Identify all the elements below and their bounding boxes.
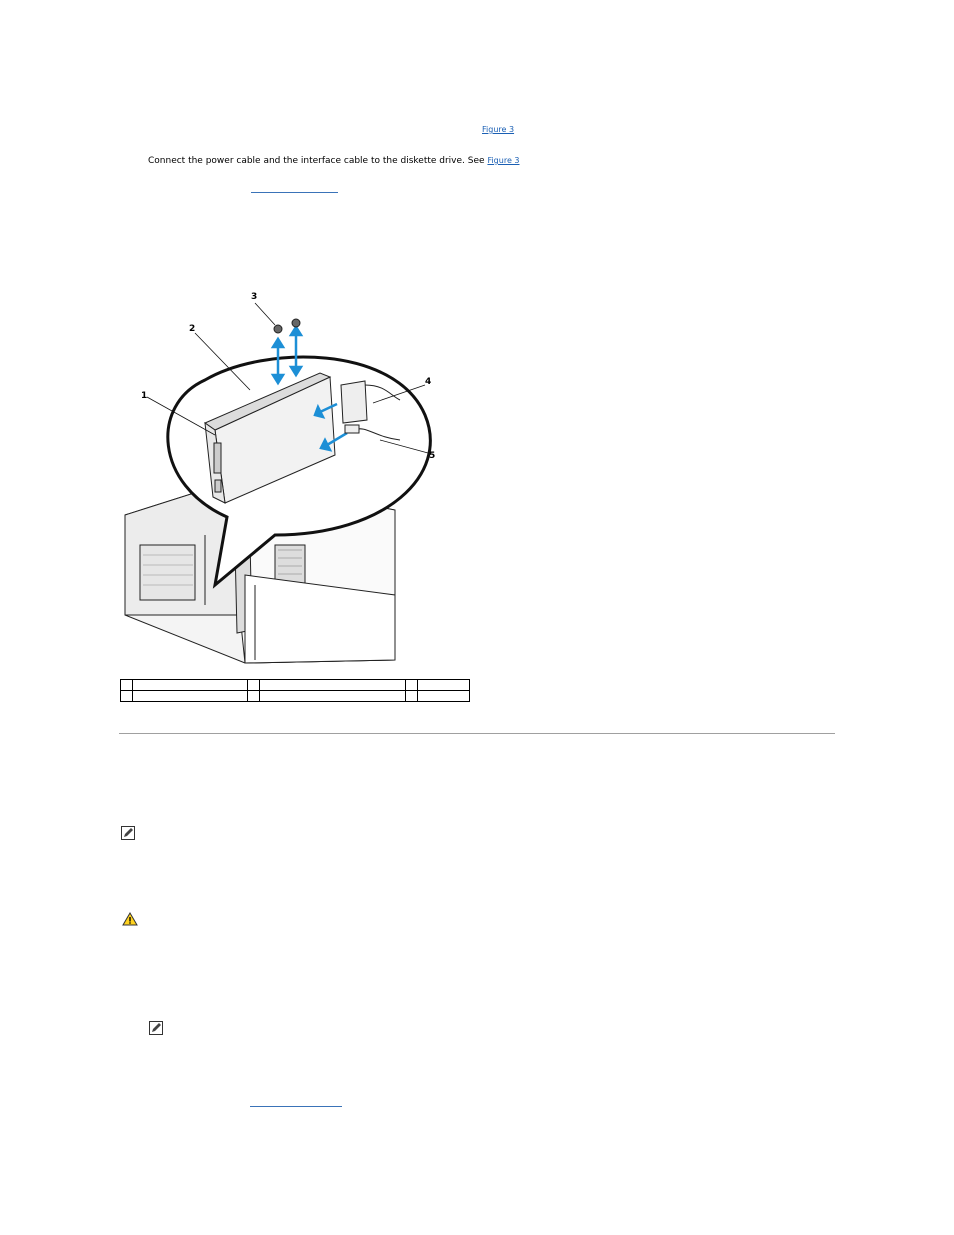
table-cell	[260, 691, 406, 702]
figure-3-link-step[interactable]: Figure 3	[487, 156, 520, 165]
illustration-svg	[115, 285, 455, 670]
table-row	[121, 680, 470, 691]
table-cell	[133, 691, 248, 702]
callout-label-4: 4	[425, 377, 432, 387]
table-cell	[260, 680, 406, 691]
callout-label-2: 2	[189, 324, 196, 334]
table-cell	[133, 680, 248, 691]
diskette-drive-illustration	[115, 285, 455, 670]
section-divider	[119, 733, 835, 734]
table-cell	[406, 691, 418, 702]
table-cell	[406, 680, 418, 691]
table-cell	[248, 680, 260, 691]
callout-label-1: 1	[141, 391, 148, 401]
callout-legend-table	[120, 679, 470, 702]
callout-label-3: 3	[251, 292, 258, 302]
table-cell	[418, 680, 470, 691]
pencil-note-icon	[121, 825, 135, 839]
callout-label-5: 5	[429, 451, 436, 461]
table-cell	[121, 691, 133, 702]
blank-link-top[interactable]	[251, 192, 338, 193]
figure-3-link-top[interactable]: Figure 3	[482, 125, 515, 134]
table-cell	[121, 680, 133, 691]
pencil-note-icon	[149, 1020, 163, 1034]
step-connect-cables	[148, 155, 520, 167]
warning-triangle-icon	[122, 911, 138, 925]
step-text: Connect the power cable and the interface cable to the diskette drive. See	[148, 156, 485, 166]
blank-link-bottom[interactable]	[250, 1106, 342, 1107]
table-cell	[248, 691, 260, 702]
table-row	[121, 691, 470, 702]
table-cell	[418, 691, 470, 702]
